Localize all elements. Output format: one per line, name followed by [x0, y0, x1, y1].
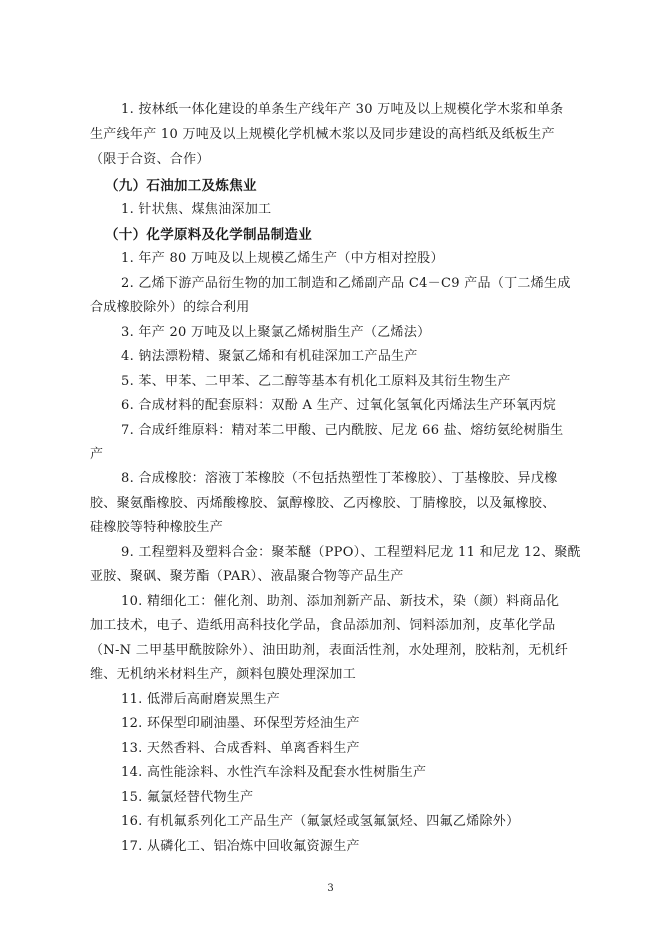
- paragraph-line: 13. 天然香料、合成香料、单离香料生产: [121, 741, 360, 756]
- paragraph-line: （N-N 二甲基甲酰胺除外）、油田助剂，表面活性剂，水处理剂，胶粘剂，无机纤: [90, 643, 569, 658]
- paragraph-line: 1. 按林纸一体化建设的单条生产线年产 30 万吨及以上规模化学木浆和单条: [121, 102, 564, 117]
- paragraph-line: 9. 工程塑料及塑料合金：聚苯醚（PPO）、工程塑料尼龙 11 和尼龙 12、聚酰: [121, 545, 581, 560]
- paragraph-line: 17. 从磷化工、铝冶炼中回收氟资源生产: [121, 839, 360, 854]
- paragraph-line: 硅橡胶等特种橡胶生产: [90, 520, 224, 535]
- page-number: 3: [327, 883, 334, 894]
- paragraph-line: 7. 合成纤维原料：精对苯二甲酸、己内酰胺、尼龙 66 盐、熔纺氨纶树脂生: [121, 423, 564, 438]
- paragraph-line: 4. 钠法漂粉精、聚氯乙烯和有机硅深加工产品生产: [121, 349, 418, 364]
- paragraph-line: 胶、聚氨酯橡胶、丙烯酸橡胶、氯醇橡胶、乙丙橡胶、丁腈橡胶，以及氟橡胶、: [90, 496, 556, 511]
- section-heading: （九）石油加工及炼焦业: [105, 178, 257, 194]
- paragraph-line: 2. 乙烯下游产品衍生物的加工制造和乙烯副产品 C4－C9 产品（丁二烯生成: [121, 276, 571, 291]
- paragraph-line: 12. 环保型印刷油墨、环保型芳烃油生产: [121, 716, 360, 731]
- paragraph-line: 11. 低滞后高耐磨炭黑生产: [121, 692, 281, 707]
- paragraph-line: 1. 针状焦、煤焦油深加工: [121, 202, 272, 217]
- paragraph-line: （限于合资、合作）: [90, 152, 210, 167]
- paragraph-line: 6. 合成材料的配套原料：双酚 A 生产、过氧化氢氧化丙烯法生产环氧丙烷: [121, 398, 556, 413]
- paragraph-line: 合成橡胶除外）的综合利用: [90, 300, 250, 315]
- paragraph-line: 10. 精细化工：催化剂、助剂、添加剂新产品、新技术，染（颜）料商品化: [121, 594, 560, 609]
- paragraph-line: 5. 苯、甲苯、二甲苯、乙二醇等基本有机化工原料及其衍生物生产: [121, 374, 511, 389]
- paragraph-line: 3. 年产 20 万吨及以上聚氯乙烯树脂生产（乙烯法）: [121, 325, 431, 340]
- paragraph-line: 产: [90, 447, 104, 462]
- section-heading: （十）化学原料及化学制品制造业: [105, 227, 312, 243]
- paragraph-line: 加工技术，电子、造纸用高科技化学品，食品添加剂、饲料添加剂，皮革化学品: [90, 618, 556, 633]
- paragraph-line: 16. 有机氟系列化工产品生产（氟氯烃或氢氟氯烃、四氟乙烯除外）: [121, 814, 520, 829]
- paragraph-line: 生产线年产 10 万吨及以上规模化学机械木浆以及同步建设的高档纸及纸板生产: [90, 127, 555, 142]
- paragraph-line: 维、无机纳米材料生产，颜料包膜处理深加工: [90, 667, 357, 682]
- paragraph-line: 8. 合成橡胶：溶液丁苯橡胶（不包括热塑性丁苯橡胶）、丁基橡胶、异戊橡: [121, 471, 558, 486]
- paragraph-line: 1. 年产 80 万吨及以上规模乙烯生产（中方相对控股）: [121, 251, 444, 266]
- paragraph-line: 15. 氟氯烃替代物生产: [121, 790, 254, 805]
- paragraph-line: 亚胺、聚砜、聚芳酯（PAR）、液晶聚合物等产品生产: [90, 569, 404, 584]
- paragraph-line: 14. 高性能涂料、水性汽车涂料及配套水性树脂生产: [121, 765, 427, 780]
